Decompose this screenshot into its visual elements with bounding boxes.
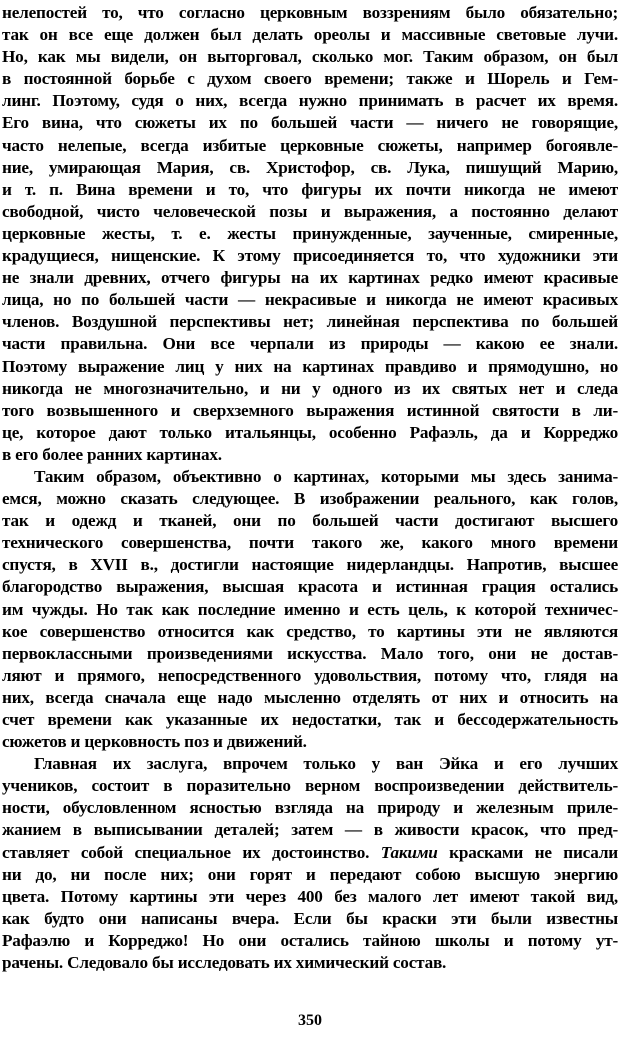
text-line: Его вина, что сюжеты их по большей части — ничего не говорящие,: [2, 113, 618, 133]
text-line: того возвышенного и сверхземного выражения истинной святости в ли-: [2, 400, 618, 420]
text-line: емся, можно сказать следующее. В изображении реального, как голов,: [2, 489, 618, 509]
text-line: технического совершенства, почти такого же, какого много времени: [2, 533, 618, 553]
text-line: линг. Поэтому, судя о них, всегда нужно принимать в расчет их время.: [2, 91, 618, 111]
text-line: ни до, ни после них; они горят и передают собою высшую энергию: [2, 864, 618, 884]
text-line: нелепостей то, что согласно церковным воззрениям было обязательно;: [2, 3, 618, 22]
text-line: так и одежд и тканей, они по большей части достигают высшего: [2, 511, 618, 531]
text-line: части правильна. Они все черпали из природы — какою ее знали.: [2, 334, 618, 354]
text-line: церковные жесты, т. е. жесты принужденные, заученные, смиренные,: [2, 223, 618, 243]
text-line: никогда не многозначительно, и ни у одного из их святых нет и следа: [2, 378, 618, 398]
text-line: ляют и прямого, непосредственного удовольствия, потому что, глядя на: [2, 665, 618, 685]
text-line: крадущиеся, нищенские. К этому присоединяется то, что художники эти: [2, 246, 618, 266]
text-line: ности, обусловленном ясностью взгляда на природу и железным приле-: [2, 798, 618, 818]
text-line: спустя, в XVII в., достигли настоящие нидерландцы. Напротив, высшее: [2, 555, 618, 575]
text-line: и т. п. Вина времени и то, что фигуры их почти никогда не имеют: [2, 179, 618, 199]
text-line: Поэтому выражение лиц у них на картинах правдиво и прямодушно, но: [2, 356, 618, 376]
text-line: первоклассными произведениями искусства. Мало того, они не достав-: [2, 643, 618, 663]
text-line: им чужды. Но так как последние именно и есть цель, к которой техничес-: [2, 599, 618, 619]
text-segment: красками не писали: [449, 842, 619, 862]
text-line: сюжетов и церковность поз и движений.: [2, 732, 307, 752]
text-line: кое совершенство относится как средство, то картины эти не являются: [2, 621, 618, 641]
text-line: так он все еще должен был делать ореолы и массивные световые лучи.: [2, 25, 618, 45]
text-line: благородство выражения, высшая красота и истинная грация остались: [2, 577, 618, 597]
text-line: Главная их заслуга, впрочем только у ван Эйка и его лучших: [34, 754, 618, 774]
text-line: Таким образом, объективно о картинах, которыми мы здесь занима-: [34, 466, 618, 486]
text-line: членов. Воздушной перспективы нет; линейная перспектива по большей: [2, 312, 618, 332]
text-line: не знали древних, отчего фигуры на их картинах редко имеют красивые: [2, 268, 618, 288]
text-line: учеников, состоит в поразительно верном воспроизведении действитель-: [2, 776, 618, 796]
text-line: часто нелепые, всегда избитые церковные сюжеты, например богоявле-: [2, 135, 618, 155]
text-line: свободной, чисто человеческой позы и выражения, а постоянно делают: [2, 201, 618, 221]
text-line: как будто они написаны вчера. Если бы краски эти были известны: [2, 908, 618, 928]
text-line: Но, как мы видели, он выторговал, сколько мог. Таким образом, он был: [2, 47, 618, 67]
text-segment: ставляет собой специальное их достоинство.: [2, 842, 370, 862]
text-line: це, которое дают только итальянцы, особенно Рафаэль, да и Корреджо: [2, 422, 618, 442]
text-line: рачены. Следовало бы исследовать их химический состав.: [2, 953, 447, 973]
text-line: жанием в выписывании деталей; затем — в живости красок, что пред-: [2, 820, 618, 840]
text-line: лица, но по большей части — некрасивые и никогда не имеют красивых: [2, 290, 618, 310]
text-line: в постоянной борьбе с духом своего времени; также и Шорель и Гем-: [2, 69, 618, 89]
text-line: [2, 842, 618, 864]
text-line: цвета. Потому картины эти через 400 без малого лет имеют такой вид,: [2, 886, 618, 906]
text-line: них, всегда сначала еще надо мысленно отделять от них и относить на: [2, 687, 618, 707]
page-number: 350: [298, 1012, 322, 1029]
emphasized-word: Такими: [380, 842, 438, 862]
body-text: [2, 2, 618, 974]
text-line: Рафаэлю и Корреджо! Но они остались тайною школы и потому ут-: [2, 930, 618, 950]
text-line: счет времени как указанные их недостатки, так и бессодержательность: [2, 710, 618, 729]
text-line: в его более ранних картинах.: [2, 444, 222, 464]
text-line: ние, умирающая Мария, св. Христофор, св. Лука, пишущий Марию,: [2, 157, 618, 177]
